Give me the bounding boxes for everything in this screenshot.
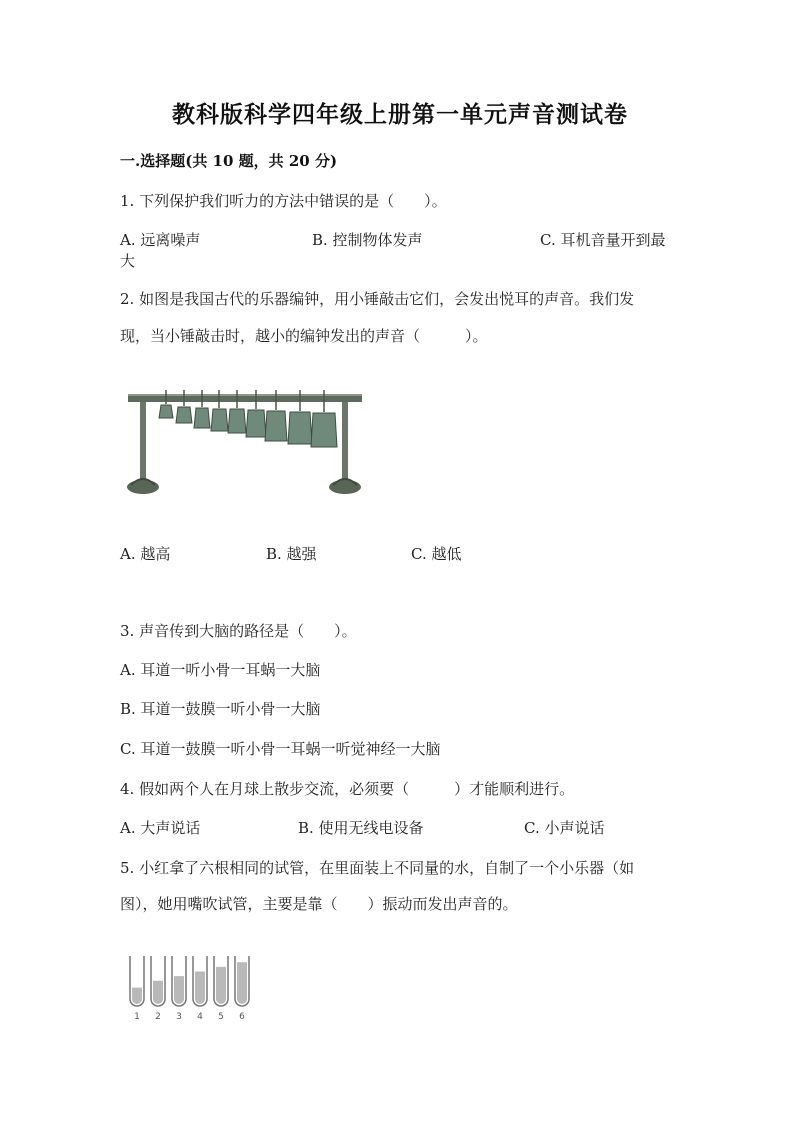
- question-4-option-a[interactable]: A. 大声说话: [120, 819, 201, 837]
- question-1-option-c-wrap: 大: [120, 252, 136, 270]
- section-heading: 一.选择题(共 10 题，共 20 分): [120, 152, 338, 170]
- bell-8: [288, 412, 312, 444]
- question-5-stem-line1: 5. 小红拿了六根相同的试管，在里面装上不同量的水，自制了一个小乐器（如: [120, 859, 635, 877]
- bell-7: [265, 411, 287, 441]
- test-tube-label-3: 3: [176, 1012, 182, 1020]
- question-3-stem: 3. 声音传到大脑的路径是（ ）。: [120, 622, 357, 640]
- water-fill-5: [216, 967, 226, 1004]
- question-1-option-a[interactable]: A. 远离噪声: [120, 231, 201, 249]
- question-3-option-a[interactable]: A. 耳道一听小骨一耳蜗一大脑: [120, 661, 321, 679]
- test-tube-label-4: 4: [197, 1012, 203, 1020]
- question-2-stem-line2: 现，当小锤敲击时，越小的编钟发出的声音（ ）。: [120, 327, 488, 345]
- question-4-option-b[interactable]: B. 使用无线电设备: [298, 819, 424, 837]
- bell-5: [228, 409, 246, 433]
- bell-frame-base-right: [329, 480, 361, 494]
- water-fill-3: [174, 976, 184, 1004]
- water-fill-4: [195, 972, 205, 1005]
- bell-9: [311, 413, 337, 447]
- water-fill-2: [153, 981, 163, 1004]
- exam-title: 教科版科学四年级上册第一单元声音测试卷: [172, 101, 628, 128]
- bell-frame-post-right: [342, 402, 348, 482]
- question-2-stem-line1: 2. 如图是我国古代的乐器编钟，用小锤敲击它们，会发出悦耳的声音。我们发: [120, 290, 635, 308]
- question-4-stem: 4. 假如两个人在月球上散步交流，必须要（ ）才能顺利进行。: [120, 780, 575, 798]
- question-4-option-c[interactable]: C. 小声说话: [524, 819, 605, 837]
- question-3-option-c[interactable]: C. 耳道一鼓膜一听小骨一耳蜗一听觉神经一大脑: [120, 740, 441, 758]
- question-2-option-b[interactable]: B. 越强: [266, 545, 317, 563]
- bell-3: [194, 408, 210, 428]
- question-1-option-c[interactable]: C. 耳机音量开到最: [540, 231, 666, 249]
- bell-4: [211, 409, 228, 431]
- bell-frame-base-left: [127, 480, 159, 494]
- question-1-option-b[interactable]: B. 控制物体发声: [312, 231, 423, 249]
- test-tube-label-2: 2: [155, 1012, 161, 1020]
- question-2-option-c[interactable]: C. 越低: [411, 545, 462, 563]
- test-tube-label-1: 1: [134, 1012, 140, 1020]
- question-1-stem: 1. 下列保护我们听力的方法中错误的是（ ）。: [120, 192, 447, 210]
- water-fill-1: [132, 988, 142, 1004]
- test-tubes-figure: [126, 950, 266, 1020]
- bell-1: [159, 405, 173, 418]
- water-fill-6: [237, 962, 247, 1004]
- question-3-option-b[interactable]: B. 耳道一鼓膜一听小骨一大脑: [120, 700, 321, 718]
- bianzhong-bells-figure: [126, 385, 366, 500]
- bell-6: [246, 410, 266, 437]
- bell-2: [176, 407, 192, 423]
- test-tube-label-6: 6: [239, 1012, 245, 1020]
- question-2-option-a[interactable]: A. 越高: [120, 545, 171, 563]
- question-5-stem-line2: 图），她用嘴吹试管，主要是靠（ ）振动而发出声音的。: [120, 895, 518, 913]
- test-tube-label-5: 5: [218, 1012, 224, 1020]
- bell-frame-post-left: [140, 402, 146, 482]
